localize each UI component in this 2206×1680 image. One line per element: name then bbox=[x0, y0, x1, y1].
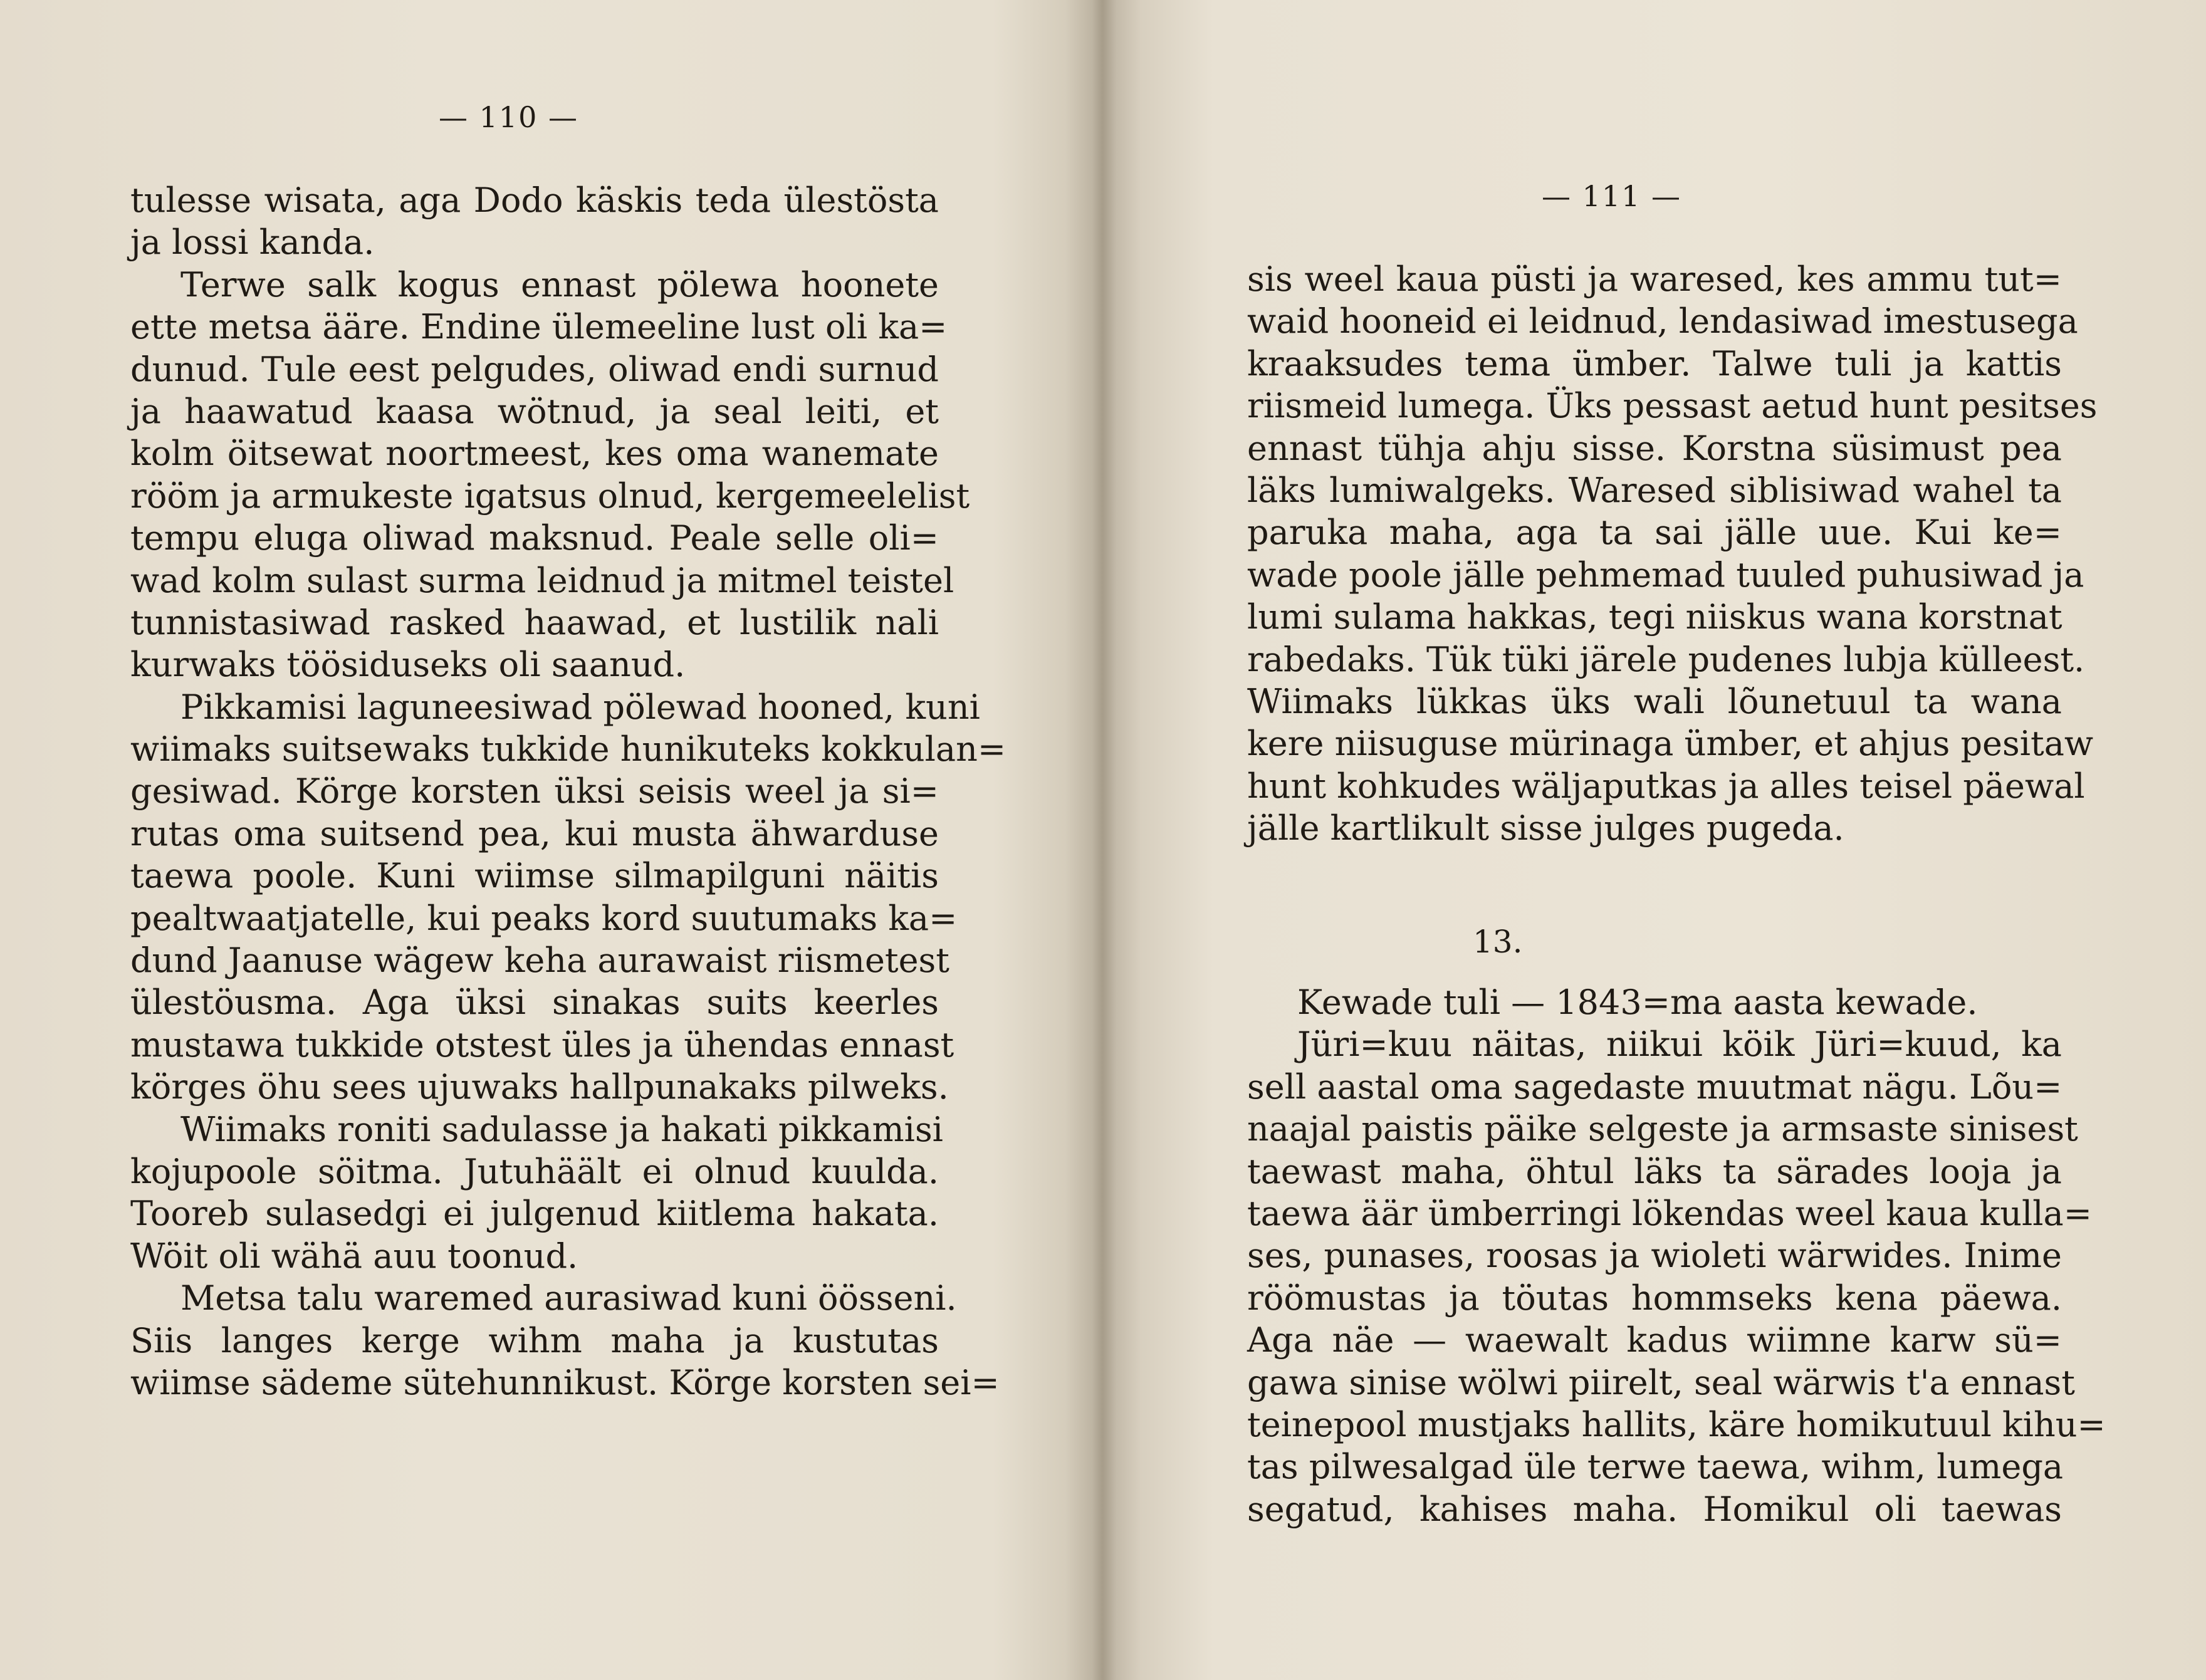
text-line: naajal paistis päike selgeste ja armsaste sinisest bbox=[1247, 1109, 2078, 1149]
text-line: teinepool mustjaks hallits, käre homikutuul kihu= bbox=[1247, 1404, 2106, 1444]
text-line: gawa sinise wölwi piirelt, seal wärwis t'a ennast bbox=[1247, 1362, 2075, 1402]
page-number-left: — 110 — bbox=[439, 100, 579, 134]
text-line: mustawa tukkide otstest üles ja ühendas ennast bbox=[130, 1025, 954, 1065]
text-line: wad kolm sulast surma leidnud ja mitmel teistel bbox=[130, 560, 954, 600]
text-line: pealtwaatjatelle, kui peaks kord suutumaks ka= bbox=[130, 898, 958, 938]
text-line: ülestöusma. Aga üksi sinakas suits keerles bbox=[130, 983, 939, 1023]
text-line: taewa äär ümberringi lökendas weel kaua kulla= bbox=[1247, 1193, 2092, 1233]
left-page-text bbox=[130, 179, 1006, 1404]
text-line: paruka maha, aga ta sai jälle uue. Kui ke= bbox=[1247, 513, 2062, 553]
text-line: läks lumiwalgeks. Waresed siblisiwad wahel ta bbox=[1247, 470, 2062, 510]
text-line: jälle kartlikult sisse julges pugeda. bbox=[1247, 808, 1844, 848]
text-line: Terwe salk kogus ennast pölewa hoonete bbox=[180, 264, 939, 305]
text-line: wade poole jälle pehmemad tuuled puhusiwad ja bbox=[1247, 555, 2084, 595]
text-line: Aga näe — waewalt kadus wiimne karw sü= bbox=[1247, 1320, 2062, 1360]
text-line: ennast tühja ahju sisse. Korstna süsimust pea bbox=[1247, 428, 2062, 468]
text-line: wiimse sädeme sütehunnikust. Körge korsten sei= bbox=[130, 1362, 1000, 1402]
text-line: rutas oma suitsend pea, kui musta ähwarduse bbox=[130, 813, 939, 853]
right-page-text-after bbox=[1247, 981, 2106, 1530]
text-line: kurwaks töösiduseks oli saanud. bbox=[130, 645, 686, 685]
text-line: körges öhu sees ujuwaks hallpunakaks pilweks. bbox=[130, 1067, 949, 1107]
text-line: sell aastal oma sagedaste muutmat nägu. Lõu= bbox=[1247, 1067, 2062, 1107]
text-line: tas pilwesalgad üle terwe taewa, wihm, lumega bbox=[1247, 1447, 2064, 1487]
text-line: ses, punases, roosas ja wioleti wärwides. Inime bbox=[1247, 1236, 2062, 1276]
text-line: taewast maha, öhtul läks ta särades looja ja bbox=[1247, 1151, 2062, 1191]
text-line: tempu eluga oliwad maksnud. Peale selle oli= bbox=[130, 518, 939, 558]
text-line: ette metsa ääre. Endine ülemeeline lust oli ka= bbox=[130, 307, 948, 347]
text-line: rööm ja armukeste igatsus olnud, kergemeelelist bbox=[130, 476, 970, 516]
text-line: Metsa talu waremed aurasiwad kuni öösseni. bbox=[180, 1278, 957, 1318]
text-line: waid hooneid ei leidnud, lendasiwad imestusega bbox=[1247, 301, 2078, 342]
text-line: Jüri=kuu näitas, niikui köik Jüri=kuud, ka bbox=[1297, 1025, 2062, 1065]
right-page bbox=[1116, 0, 2206, 1680]
text-line: Kewade tuli — 1843=ma aasta kewade. bbox=[1297, 983, 1978, 1022]
text-line: Pikkamisi laguneesiwad pölewad hooned, kuni bbox=[180, 687, 980, 727]
text-line: wiimaks suitsewaks tukkide hunikuteks kokkulan= bbox=[130, 729, 1006, 770]
text-line: ja lossi kanda. bbox=[130, 222, 375, 263]
text-line: tunnistasiwad rasked haawad, et lustilik nali bbox=[130, 602, 939, 642]
text-line: Wiimaks roniti sadulasse ja hakati pikkamisi bbox=[180, 1109, 943, 1149]
text-line: Wiimaks lükkas üks wali lõunetuul ta wana bbox=[1247, 681, 2062, 721]
text-line: rabedaks. Tük tüki järele pudenes lubja külleest. bbox=[1247, 639, 2085, 679]
left-page bbox=[0, 0, 1090, 1680]
text-line: gesiwad. Körge korsten üksi seisis weel ja si= bbox=[130, 771, 939, 811]
text-line: kolm öitsewat noortmeest, kes oma wanemate bbox=[130, 434, 939, 474]
text-line: Wöit oli wähä auu toonud. bbox=[130, 1236, 578, 1276]
text-line: sis weel kaua püsti ja waresed, kes ammu tut= bbox=[1247, 259, 2062, 299]
text-line: taewa poole. Kuni wiimse silmapilguni näitis bbox=[130, 856, 939, 896]
section-number: 13. bbox=[1473, 924, 1523, 960]
text-line: ja haawatud kaasa wötnud, ja seal leiti, et bbox=[130, 391, 939, 431]
text-line: dunud. Tule eest pelgudes, oliwad endi surnud bbox=[130, 349, 939, 389]
page-number-right: — 111 — bbox=[1542, 179, 1682, 213]
text-line: röömustas ja töutas hommseks kena päewa. bbox=[1247, 1278, 2062, 1318]
text-line: tulesse wisata, aga Dodo käskis teda ülestösta bbox=[130, 180, 939, 220]
right-page-text-before bbox=[1247, 258, 2098, 849]
text-line: hunt kohkudes wäljaputkas ja alles teisel päewal bbox=[1247, 766, 2085, 806]
text-line: segatud, kahises maha. Homikul oli taewas bbox=[1247, 1489, 2062, 1529]
text-line: lumi sulama hakkas, tegi niiskus wana korstnat bbox=[1247, 597, 2062, 637]
text-line: kere niisuguse mürinaga ümber, et ahjus pesitaw bbox=[1247, 724, 2094, 764]
text-line: riismeid lumega. Üks pessast aetud hunt pesitses bbox=[1247, 386, 2098, 426]
text-line: kraaksudes tema ümber. Talwe tuli ja kattis bbox=[1247, 343, 2062, 383]
text-line: Tooreb sulasedgi ei julgenud kiitlema hakata. bbox=[130, 1194, 939, 1234]
text-line: kojupoole söitma. Jutuhäält ei olnud kuulda. bbox=[130, 1151, 939, 1191]
text-line: Siis langes kerge wihm maha ja kustutas bbox=[130, 1320, 939, 1360]
text-line: dund Jaanuse wägew keha aurawaist riismetest bbox=[130, 941, 949, 981]
